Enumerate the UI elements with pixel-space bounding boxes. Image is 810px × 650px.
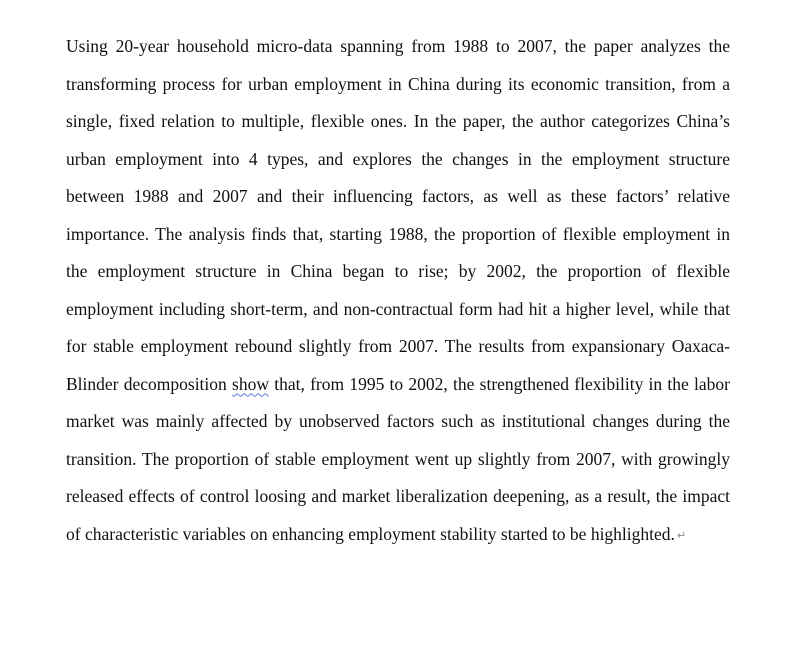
abstract-paragraph[interactable]	[66, 28, 730, 554]
paragraph-text-start: Using 20-year household micro-data spanning from 1988 to 2007, the paper analyzes the transforming process for urban employment in China during its economic transition, from a single, fixed relation to multiple, flexible ones. In the paper, the author categorizes China’s urban employment into 4 types, and explores the changes in the employment structure between 1988 and 2007 and their influencing factors, as well as these factors’ relative importance. The analysis finds that, starting 1988, the proportion of flexible employment in the employment structure in China began to rise; by 2002, the proportion of flexible employment including short-term, and non-contractual form had hit a higher level, while that for stable employment rebound slightly from 2007. The results from expansionary Oaxaca-Blinder decomposition	[66, 36, 730, 394]
spellcheck-flagged-word[interactable]: show	[232, 373, 269, 394]
paragraph-text-end: that, from 1995 to 2002, the strengthened flexibility in the labor market was mainly affected by unobserved factors such as institutional changes during the transition. The proportion of stable employment went up slightly from 2007, with growingly released effects of control loosing and market liberalization deepening, as a result, the impact of characteristic variables on enhancing employment stability started to be highlighted.	[66, 373, 730, 544]
paragraph-mark-icon: ↵	[676, 528, 687, 542]
